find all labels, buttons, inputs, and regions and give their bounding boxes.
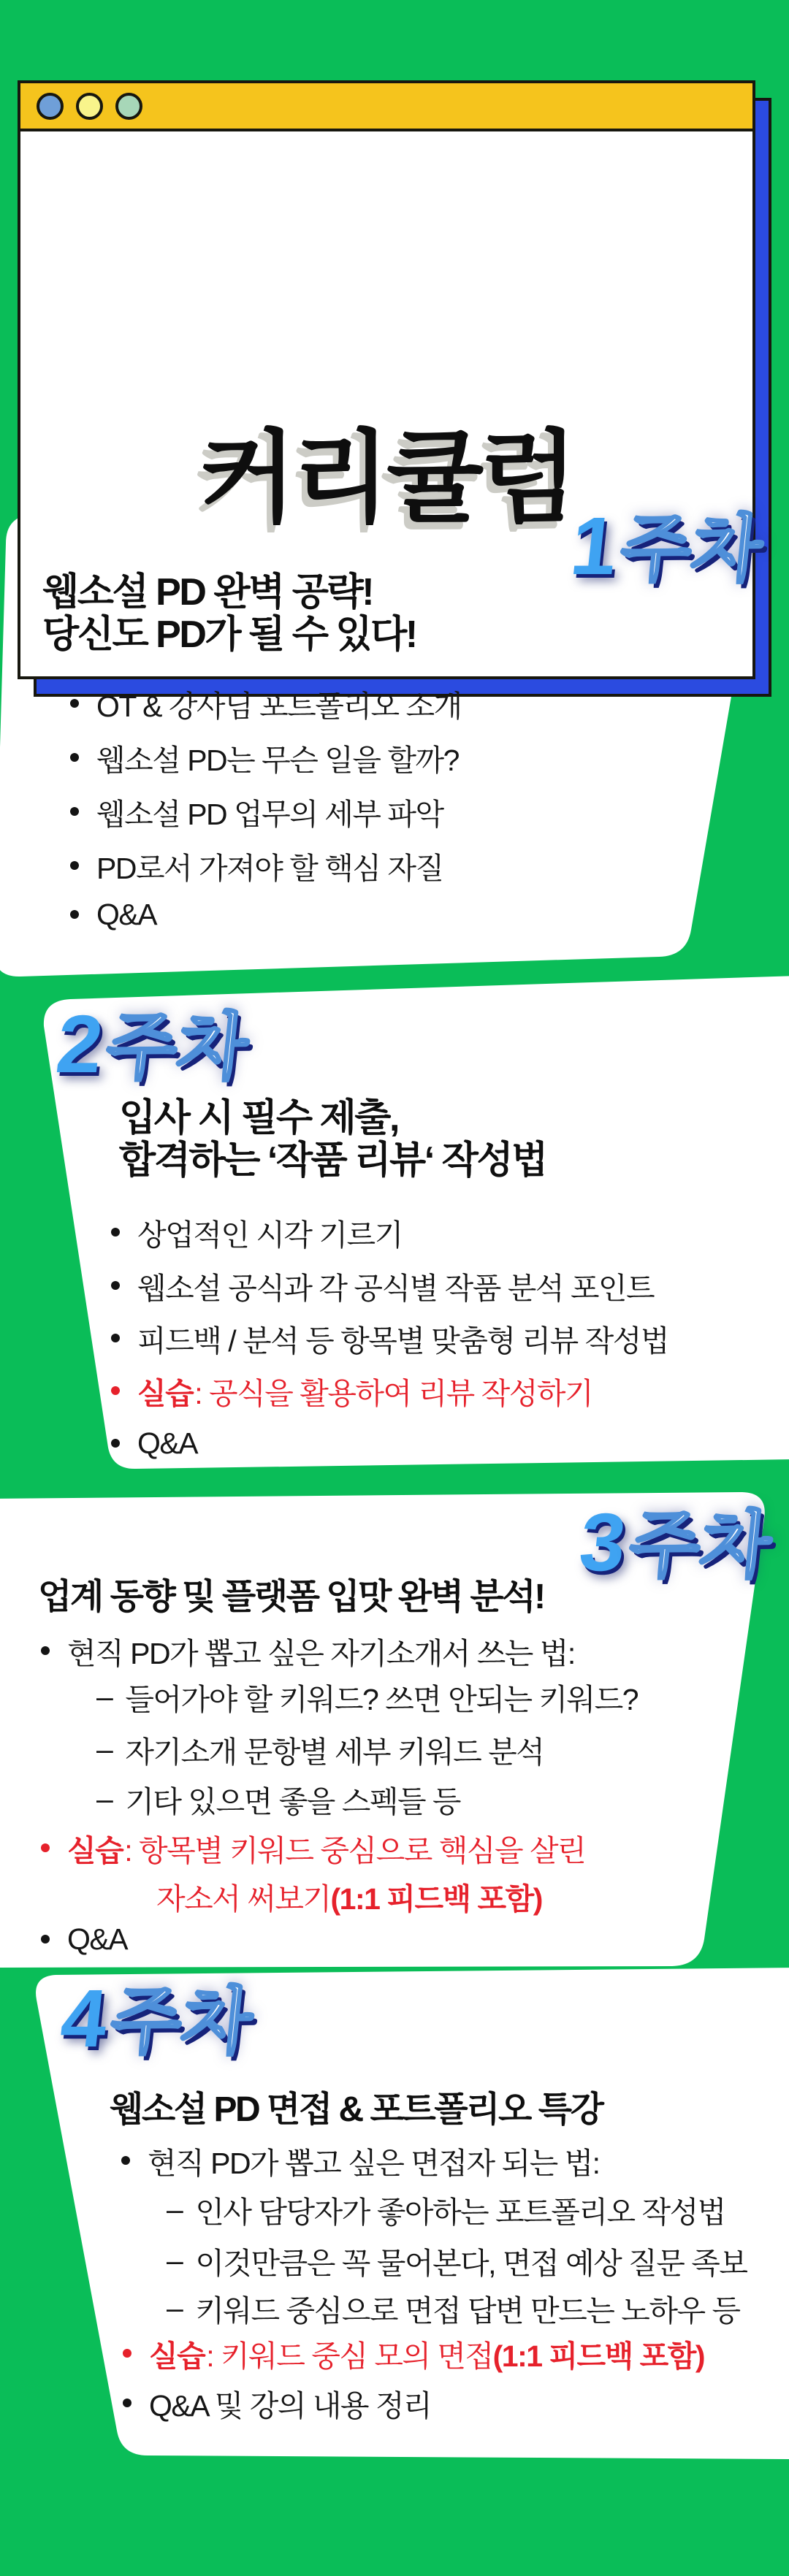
dash-marker: –	[167, 2192, 183, 2226]
list-subitem: – 자기소개 문항별 세부 키워드 분석	[96, 1732, 544, 1769]
list-item: 웹소설 PD 업무의 세부 파악	[70, 790, 443, 833]
list-item-practice-cont: 자소서 써보기 (1:1 피드백 포함)	[156, 1881, 542, 1916]
dash-marker: –	[96, 1781, 113, 1816]
bullet-icon	[121, 2156, 130, 2165]
week4-title: 웹소설 PD 면접 & 포트폴리오 특강	[110, 2090, 603, 2129]
list-item: Q&A 및 강의 내용 정리	[123, 2381, 431, 2425]
bullet-icon	[123, 2349, 132, 2358]
dash-marker: –	[167, 2290, 183, 2325]
bullet-icon	[70, 807, 79, 816]
window-button-icon	[76, 93, 103, 120]
bullet-icon	[41, 1935, 50, 1944]
bullet-icon	[111, 1228, 120, 1237]
week1-title: 웹소설 PD 완벽 공략! 당신도 PD가 될 수 있다!	[42, 571, 416, 656]
week2-title: 입사 시 필수 제출, 합격하는 ‘작품 리뷰‘ 작성법	[119, 1097, 546, 1182]
week2-badge-number: 2	[52, 998, 107, 1090]
week1-badge	[566, 500, 766, 592]
bullet-icon	[111, 1334, 120, 1342]
list-subitem: – 인사 담당자가 좋아하는 포트폴리오 작성법	[167, 2192, 725, 2229]
dash-marker: –	[167, 2243, 183, 2277]
week2-badge-suffix: 주차	[102, 1006, 252, 1088]
list-item-practice: 실습 : 항목별 키워드 중심으로 핵심을 살린	[41, 1826, 585, 1870]
window-button-icon	[115, 93, 142, 120]
list-item: Q&A	[70, 893, 156, 936]
list-subitem: – 들어가야 할 키워드? 쓰면 안되는 키워드?	[96, 1679, 639, 1716]
bullet-icon	[70, 753, 79, 762]
list-subitem: – 키워드 중심으로 면접 답변 만드는 노하우 등	[167, 2290, 740, 2328]
week4-badge-number: 4	[56, 1973, 112, 2064]
week4-badge	[56, 1973, 256, 2064]
bullet-icon	[111, 1439, 120, 1448]
list-item-practice: 실습 : 키워드 중심 모의 면접 (1:1 피드백 포함)	[123, 2331, 704, 2375]
bullet-icon	[41, 1843, 50, 1852]
window-button-icon	[37, 93, 64, 120]
list-item: 웹소설 공식과 각 공식별 작품 분석 포인트	[111, 1264, 654, 1307]
week2-badge	[52, 998, 252, 1090]
bullet-icon	[123, 2399, 132, 2407]
window-titlebar	[20, 83, 752, 131]
bullet-icon	[111, 1281, 120, 1290]
list-item: 현직 PD가 뽑고 싶은 자기소개서 쓰는 법:	[41, 1629, 575, 1673]
list-item: 피드백 / 분석 등 항목별 맞춤형 리뷰 작성법	[111, 1316, 668, 1360]
week3-badge-suffix: 주차	[625, 1505, 775, 1586]
dash-marker: –	[96, 1732, 113, 1766]
list-item: PD로서 가져야 할 핵심 자질	[70, 844, 443, 887]
week3-badge-number: 3	[575, 1497, 630, 1588]
list-subitem: – 기타 있으면 좋을 스펙들 등	[96, 1781, 461, 1819]
week3-badge	[575, 1497, 775, 1588]
bullet-icon	[70, 910, 79, 919]
list-item: Q&A	[111, 1421, 197, 1465]
list-item-practice: 실습 : 공식을 활용하여 리뷰 작성하기	[111, 1369, 592, 1413]
week1-badge-suffix: 주차	[616, 508, 766, 590]
list-item: OT & 강사님 포트폴리오 소개	[70, 681, 462, 725]
list-subitem: – 이것만큼은 꼭 물어본다, 면접 예상 질문 족보	[167, 2243, 747, 2280]
dash-marker: –	[96, 1679, 113, 1713]
list-item: 웹소설 PD는 무슨 일을 할까?	[70, 735, 459, 779]
list-item: 상업적인 시각 기르기	[111, 1210, 403, 1254]
list-item: 현직 PD가 뽑고 싶은 면접자 되는 법:	[121, 2139, 600, 2182]
list-item: Q&A	[41, 1917, 127, 1961]
bullet-icon	[70, 861, 79, 870]
week1-badge-number: 1	[566, 500, 622, 592]
bullet-icon	[111, 1386, 120, 1395]
week4-badge-suffix: 주차	[106, 1981, 256, 2063]
page-title: 커리큘럼	[199, 422, 574, 535]
bullet-icon	[41, 1646, 50, 1655]
bullet-icon	[70, 699, 79, 708]
week3-title: 업계 동향 및 플랫폼 입맛 완벽 분석!	[38, 1578, 544, 1616]
